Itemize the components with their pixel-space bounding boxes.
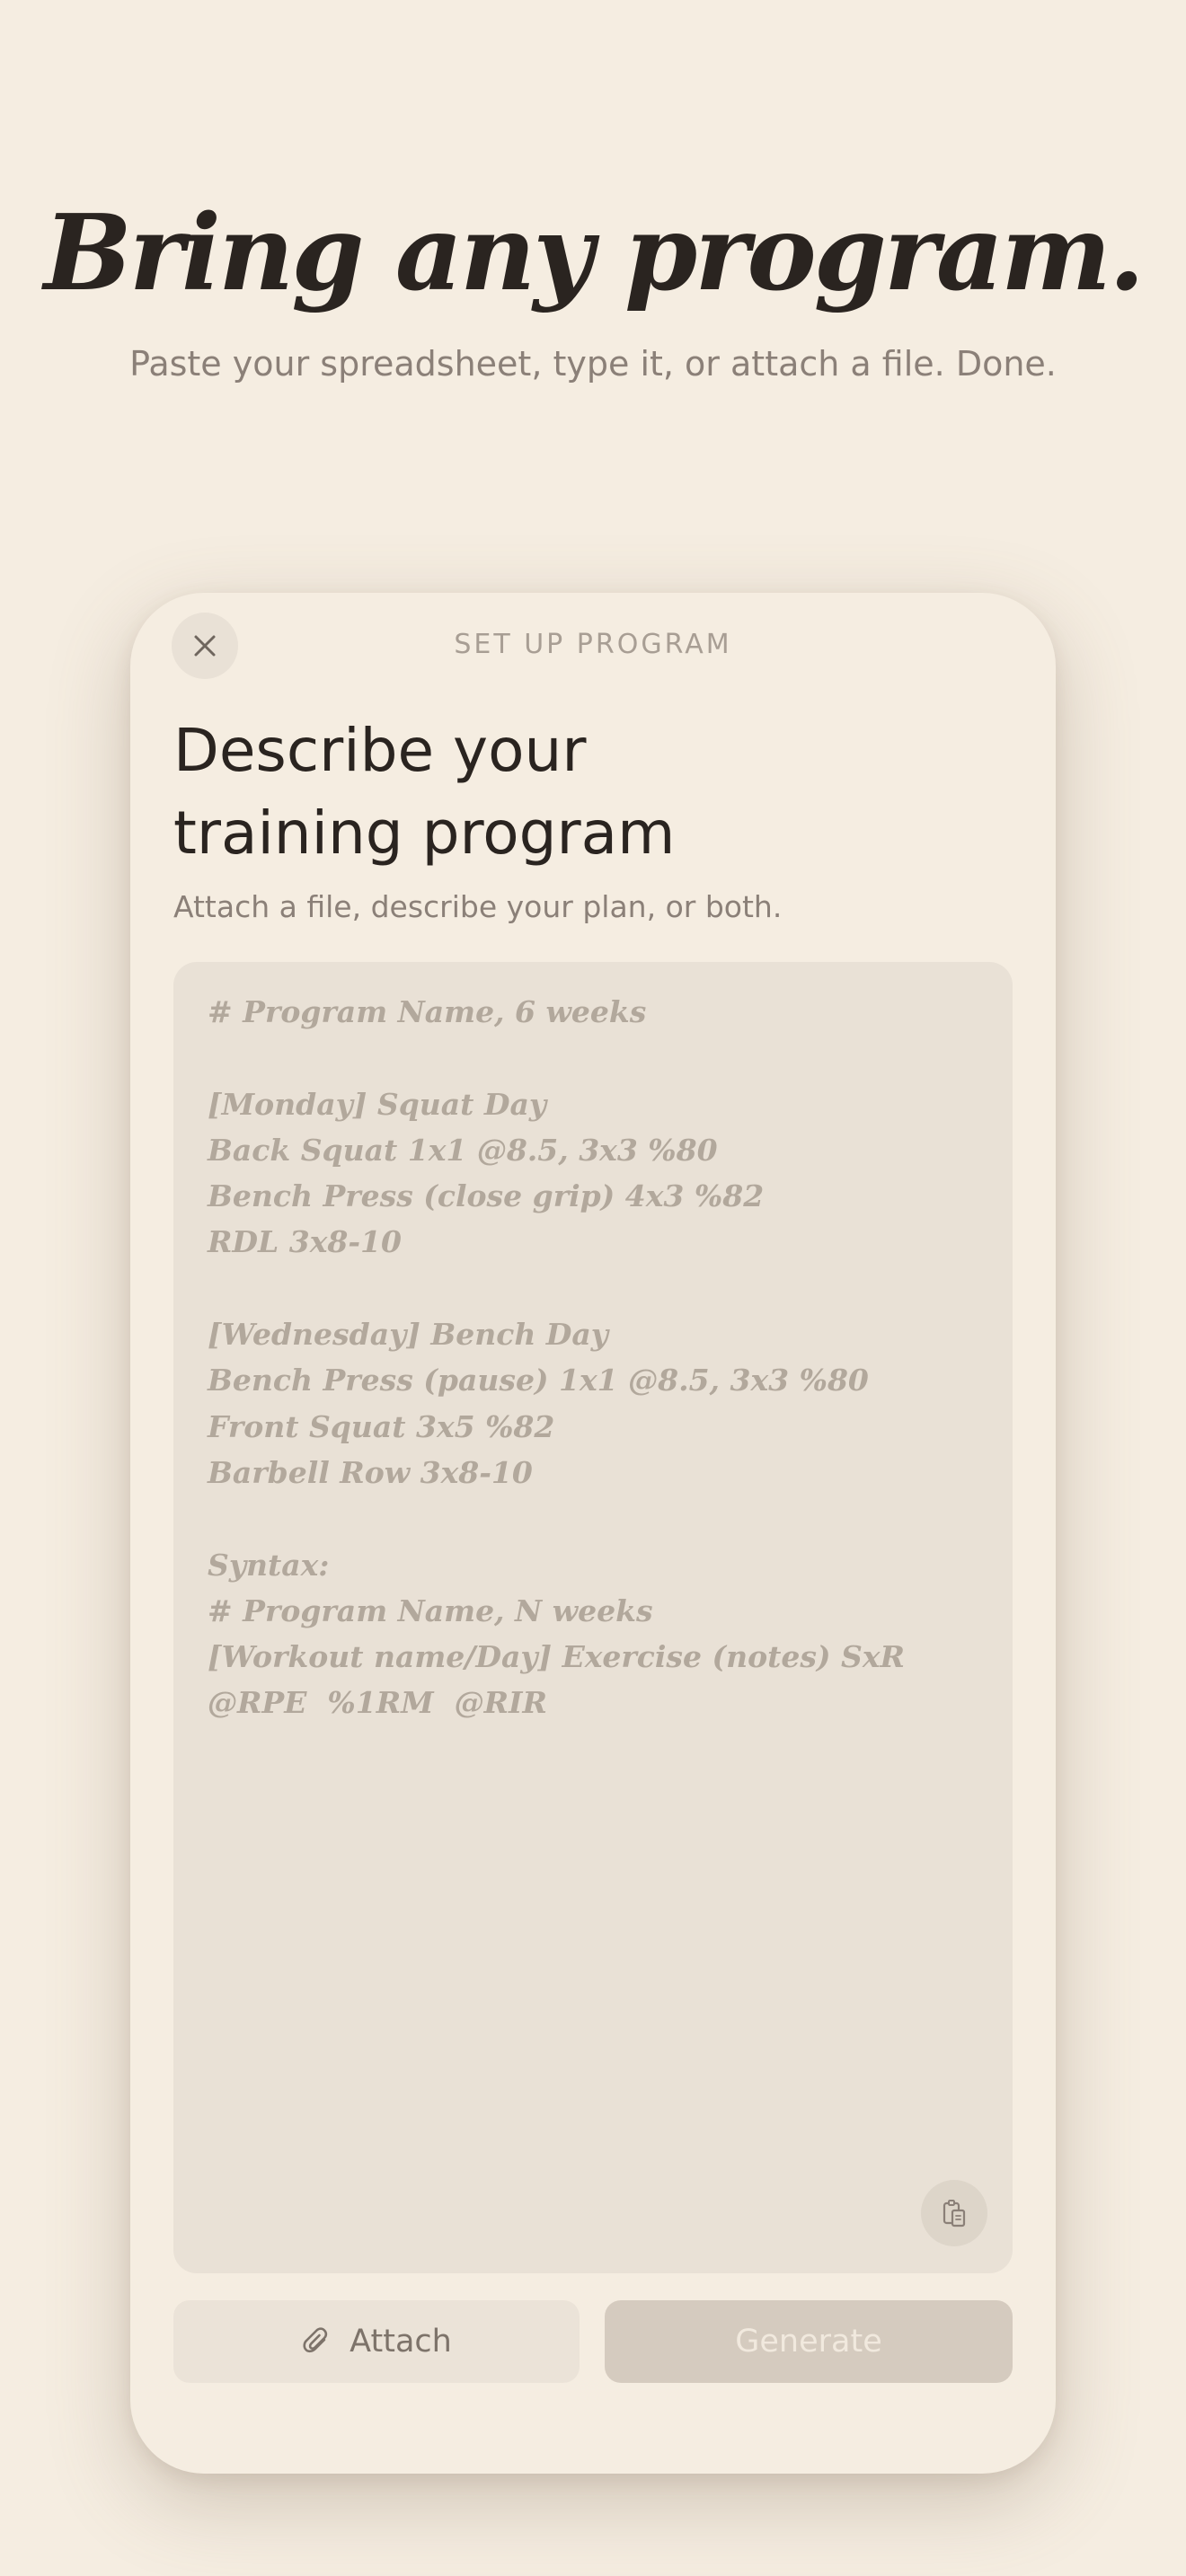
attach-button[interactable] <box>173 2300 580 2383</box>
program-input-placeholder: # Program Name, 6 weeks [Monday] Squat Day Back Squat 1x1 @8.5, 3x3 %80 Bench Press (close grip) 4x3 %82 RDL 3x8-10 [Wednesday] Bench Day Bench Press (pause) 1x1 @8.5, 3x3 %80 Front Squat 3x5 %82 Barbell Row 3x8-10 Syntax: # Program Name, N weeks [Workout name/Day] Exercise (notes) SxR @RPE %1RM @RIR <box>208 994 905 1721</box>
generate-button[interactable] <box>605 2300 1013 2383</box>
generate-button-label: Generate <box>735 2324 882 2360</box>
hero-subtitle: Paste your spreadsheet, type it, or attach a file. Done. <box>129 344 1057 384</box>
hero-title: Bring any program. <box>43 192 1143 314</box>
card-title: Describe your training program <box>173 716 676 868</box>
setup-program-sheet <box>130 593 1056 2474</box>
attach-button-label: Attach <box>350 2324 452 2360</box>
paperclip-icon <box>301 2325 333 2358</box>
clipboard-paste-icon <box>939 2198 969 2228</box>
paste-button[interactable] <box>921 2180 987 2246</box>
program-text-input[interactable] <box>173 962 1013 2273</box>
card-subtitle: Attach a file, describe your plan, or both. <box>173 889 783 924</box>
sheet-header-title: SET UP PROGRAM <box>454 629 732 660</box>
